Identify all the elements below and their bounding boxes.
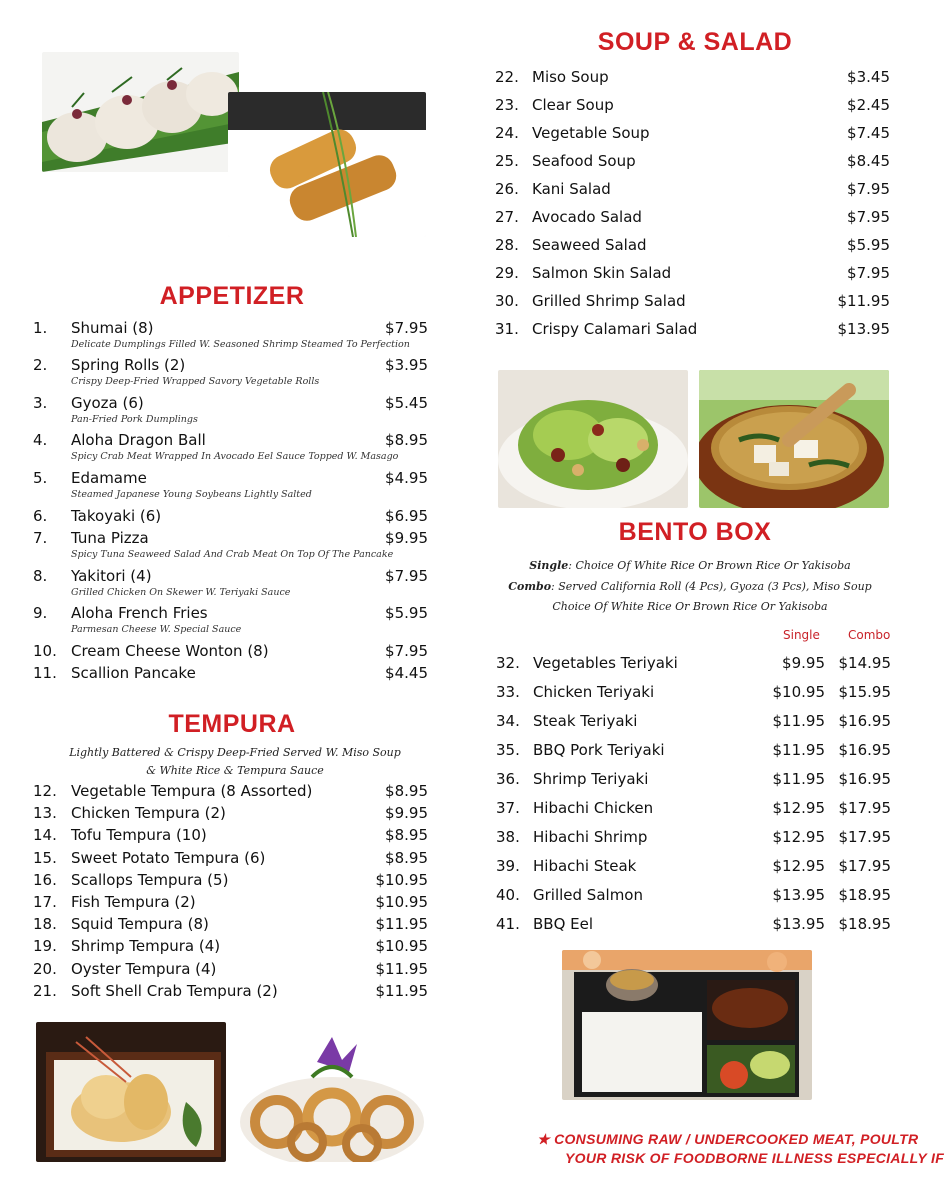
list-item — [33, 782, 428, 800]
item-number: 27. — [495, 208, 519, 226]
item-name: Takoyaki (6) — [71, 507, 162, 525]
list-item — [33, 394, 428, 412]
bento-heading: BENTO BOX — [618, 518, 772, 546]
single-label: Single — [529, 559, 569, 572]
item-price-single: $13.95 — [772, 886, 825, 904]
item-price-combo: $16.95 — [838, 770, 891, 788]
item-number: 38. — [496, 828, 520, 846]
item-number: 21. — [33, 981, 57, 1000]
item-name: Salmon Skin Salad — [532, 264, 672, 282]
item-price-combo: $17.95 — [838, 828, 891, 846]
item-number: 10. — [33, 642, 57, 660]
item-price: $6.95 — [385, 507, 428, 525]
item-number: 6. — [33, 507, 48, 525]
item-number: 16. — [33, 870, 57, 889]
item-price: $8.95 — [385, 848, 428, 867]
item-name: Chicken Tempura (2) — [71, 804, 226, 823]
combo-label: Combo — [508, 580, 552, 593]
item-price-single: $11.95 — [772, 770, 825, 788]
item-price: $7.95 — [385, 567, 428, 585]
bento-combo-note — [490, 580, 890, 593]
item-number: 3. — [33, 394, 48, 412]
list-item — [495, 96, 890, 114]
list-item — [33, 529, 428, 547]
item-number: 12. — [33, 782, 57, 800]
item-price-single: $11.95 — [772, 712, 825, 730]
list-item — [496, 828, 891, 846]
item-number: 18. — [33, 915, 57, 934]
list-item — [496, 770, 891, 788]
item-price: $5.45 — [385, 394, 428, 412]
list-item — [33, 642, 428, 660]
item-price: $7.95 — [847, 180, 890, 198]
item-name: Scallion Pancake — [71, 664, 196, 682]
list-item — [495, 124, 890, 142]
list-item — [496, 712, 891, 730]
list-item — [33, 826, 428, 844]
item-price-combo: $18.95 — [838, 886, 891, 904]
item-number: 31. — [495, 320, 519, 338]
item-price: $7.45 — [847, 124, 890, 142]
item-number: 19. — [33, 937, 57, 956]
item-name: Vegetable Tempura (8 Assorted) — [71, 782, 313, 800]
item-price: $7.95 — [385, 319, 428, 337]
item-price-single: $12.95 — [772, 799, 825, 817]
item-price-combo: $17.95 — [838, 799, 891, 817]
tempura-note-line1: Lightly Battered & Crispy Deep-Fried Served W. Miso Soup — [69, 746, 401, 759]
list-item — [495, 180, 890, 198]
item-description: Parmesan Cheese W. Special Sauce — [71, 624, 242, 635]
warning-line1 — [537, 1131, 918, 1148]
item-name: Crispy Calamari Salad — [532, 320, 698, 338]
item-price: $8.45 — [847, 152, 890, 170]
item-price-combo: $15.95 — [838, 683, 891, 701]
item-description: Steamed Japanese Young Soybeans Lightly Salted — [71, 489, 312, 500]
item-name: BBQ Pork Teriyaki — [533, 741, 665, 759]
list-item — [33, 469, 428, 487]
list-item — [33, 849, 428, 867]
item-name: Gyoza (6) — [71, 394, 144, 412]
item-name: Vegetable Soup — [532, 124, 650, 142]
list-item — [495, 264, 890, 282]
item-number: 1. — [33, 319, 48, 337]
item-price-combo: $16.95 — [838, 712, 891, 730]
item-number: 39. — [496, 857, 520, 875]
item-name: Tofu Tempura (10) — [71, 826, 207, 845]
item-name: Spring Rolls (2) — [71, 356, 186, 374]
list-item — [496, 683, 891, 701]
item-price: $10.95 — [375, 870, 428, 889]
item-name: Grilled Salmon — [533, 886, 643, 904]
list-item — [33, 664, 428, 682]
item-name: Cream Cheese Wonton (8) — [71, 642, 269, 660]
item-number: 7. — [33, 529, 48, 547]
item-price: $11.95 — [375, 981, 428, 1000]
item-name: Hibachi Chicken — [533, 799, 654, 817]
list-item — [33, 982, 428, 1000]
item-price: $8.95 — [385, 782, 428, 800]
salad-photo — [498, 370, 688, 508]
item-price: $4.45 — [385, 664, 428, 682]
item-name: Shrimp Teriyaki — [533, 770, 649, 788]
list-item — [496, 915, 891, 933]
item-number: 11. — [33, 664, 57, 682]
list-item — [33, 604, 428, 622]
list-item — [496, 886, 891, 904]
item-name: Grilled Shrimp Salad — [532, 292, 686, 310]
item-price: $4.95 — [385, 469, 428, 487]
item-name: Avocado Salad — [532, 208, 642, 226]
item-price: $3.95 — [385, 356, 428, 374]
item-name: Shumai (8) — [71, 319, 154, 337]
item-description: Grilled Chicken On Skewer W. Teriyaki Sauce — [71, 587, 291, 598]
item-name: Vegetables Teriyaki — [533, 654, 678, 672]
item-name: Oyster Tempura (4) — [71, 959, 217, 978]
list-item — [33, 937, 428, 955]
item-price-combo: $18.95 — [838, 915, 891, 933]
item-price-single: $10.95 — [772, 683, 825, 701]
item-price: $5.95 — [385, 604, 428, 622]
list-item — [33, 871, 428, 889]
item-name: Chicken Teriyaki — [533, 683, 655, 701]
item-name: Seafood Soup — [532, 152, 636, 170]
item-name: Soft Shell Crab Tempura (2) — [71, 981, 278, 1000]
item-price-single: $11.95 — [772, 741, 825, 759]
item-description: Crispy Deep-Fried Wrapped Savory Vegetable Rolls — [71, 376, 320, 387]
item-number: 22. — [495, 68, 519, 86]
item-number: 13. — [33, 804, 57, 823]
item-number: 9. — [33, 604, 48, 622]
star-icon: ★ — [537, 1131, 550, 1147]
item-price-single: $12.95 — [772, 828, 825, 846]
item-name: Squid Tempura (8) — [71, 915, 209, 934]
tempura-photo — [36, 1022, 226, 1162]
list-item — [496, 741, 891, 759]
item-price: $9.95 — [385, 529, 428, 547]
item-price: $10.95 — [375, 937, 428, 956]
item-price-combo: $17.95 — [838, 857, 891, 875]
combo-text: : Served California Roll (4 Pcs), Gyoza (3 Pcs), Miso Soup — [551, 580, 872, 593]
warning-text-line1: CONSUMING RAW / UNDERCOOKED MEAT, POULTR — [554, 1131, 919, 1147]
item-price: $7.95 — [847, 208, 890, 226]
item-description: Spicy Crab Meat Wrapped In Avocado Eel Sauce Topped W. Masago — [71, 451, 399, 462]
item-price-single: $12.95 — [772, 857, 825, 875]
list-item — [496, 654, 891, 672]
item-price-single: $13.95 — [772, 915, 825, 933]
appetizer-heading: APPETIZER — [159, 282, 305, 310]
single-column-header: Single — [783, 628, 820, 642]
list-item — [33, 319, 428, 337]
single-text: : Choice Of White Rice Or Brown Rice Or Yakisoba — [568, 559, 851, 572]
item-number: 14. — [33, 826, 57, 845]
list-item — [495, 208, 890, 226]
item-name: Fish Tempura (2) — [71, 893, 196, 911]
tempura-heading: TEMPURA — [168, 710, 296, 738]
item-name: Yakitori (4) — [71, 567, 152, 585]
item-name: Aloha Dragon Ball — [71, 431, 206, 449]
list-item — [495, 320, 890, 338]
item-number: 4. — [33, 431, 48, 449]
item-price: $8.95 — [385, 826, 428, 845]
item-description: Spicy Tuna Seaweed Salad And Crab Meat On Top Of The Pancake — [71, 549, 394, 560]
bento-photo — [562, 950, 812, 1100]
item-number: 32. — [496, 654, 520, 672]
list-item — [33, 507, 428, 525]
list-item — [33, 804, 428, 822]
list-item — [495, 236, 890, 254]
item-number: 37. — [496, 799, 520, 817]
item-number: 20. — [33, 959, 57, 978]
item-price: $3.45 — [847, 68, 890, 86]
item-description: Pan-Fried Pork Dumplings — [71, 414, 198, 425]
item-number: 40. — [496, 886, 520, 904]
combo-column-header: Combo — [848, 628, 891, 642]
tempura-note-line2: & White Rice & Tempura Sauce — [146, 764, 324, 777]
item-number: 41. — [496, 915, 520, 933]
soup-salad-heading: SOUP & SALAD — [597, 28, 793, 56]
item-number: 30. — [495, 292, 519, 310]
list-item — [33, 431, 428, 449]
miso-soup-photo — [699, 370, 889, 508]
list-item — [495, 152, 890, 170]
item-name: Kani Salad — [532, 180, 611, 198]
warning-line2: YOUR RISK OF FOODBORNE ILLNESS ESPECIALLY IF — [565, 1150, 945, 1166]
item-number: 33. — [496, 683, 520, 701]
bento-choice-note: Choice Of White Rice Or Brown Rice Or Yakisoba — [552, 600, 828, 613]
item-price: $7.95 — [385, 642, 428, 660]
item-name: Seaweed Salad — [532, 236, 647, 254]
item-name: Steak Teriyaki — [533, 712, 638, 730]
list-item — [33, 893, 428, 911]
item-number: 26. — [495, 180, 519, 198]
item-number: 15. — [33, 848, 57, 867]
item-price: $2.45 — [847, 96, 890, 114]
item-number: 17. — [33, 893, 57, 911]
item-name: Scallops Tempura (5) — [71, 870, 229, 889]
item-number: 25. — [495, 152, 519, 170]
item-number: 8. — [33, 567, 48, 585]
item-name: BBQ Eel — [533, 915, 594, 933]
list-item — [495, 68, 890, 86]
spring-roll-photo — [228, 92, 426, 237]
item-number: 24. — [495, 124, 519, 142]
item-number: 5. — [33, 469, 48, 487]
item-price: $10.95 — [375, 893, 428, 911]
item-price: $8.95 — [385, 431, 428, 449]
list-item — [33, 567, 428, 585]
item-price-combo: $16.95 — [838, 741, 891, 759]
shumai-photo — [42, 52, 239, 172]
item-name: Hibachi Steak — [533, 857, 637, 875]
item-description: Delicate Dumplings Filled W. Seasoned Shrimp Steamed To Perfection — [71, 339, 410, 350]
item-number: 34. — [496, 712, 520, 730]
item-price: $11.95 — [375, 915, 428, 934]
item-name: Edamame — [71, 469, 147, 487]
list-item — [496, 799, 891, 817]
item-price: $13.95 — [837, 320, 890, 338]
item-price-single: $9.95 — [782, 654, 825, 672]
item-name: Sweet Potato Tempura (6) — [71, 848, 266, 867]
list-item — [33, 960, 428, 978]
item-number: 28. — [495, 236, 519, 254]
item-price: $5.95 — [847, 236, 890, 254]
item-name: Miso Soup — [532, 68, 609, 86]
item-name: Tuna Pizza — [71, 529, 149, 547]
list-item — [33, 915, 428, 933]
item-price: $11.95 — [375, 959, 428, 978]
item-number: 2. — [33, 356, 48, 374]
item-name: Aloha French Fries — [71, 604, 208, 622]
item-price: $7.95 — [847, 264, 890, 282]
item-number: 23. — [495, 96, 519, 114]
item-number: 35. — [496, 741, 520, 759]
item-name: Hibachi Shrimp — [533, 828, 648, 846]
list-item — [33, 356, 428, 374]
item-price: $11.95 — [837, 292, 890, 310]
item-number: 29. — [495, 264, 519, 282]
bento-single-note — [490, 559, 890, 572]
item-price: $9.95 — [385, 804, 428, 823]
list-item — [496, 857, 891, 875]
item-name: Clear Soup — [532, 96, 614, 114]
item-number: 36. — [496, 770, 520, 788]
calamari-photo — [237, 1022, 427, 1162]
item-price-combo: $14.95 — [838, 654, 891, 672]
list-item — [495, 292, 890, 310]
item-name: Shrimp Tempura (4) — [71, 937, 221, 956]
